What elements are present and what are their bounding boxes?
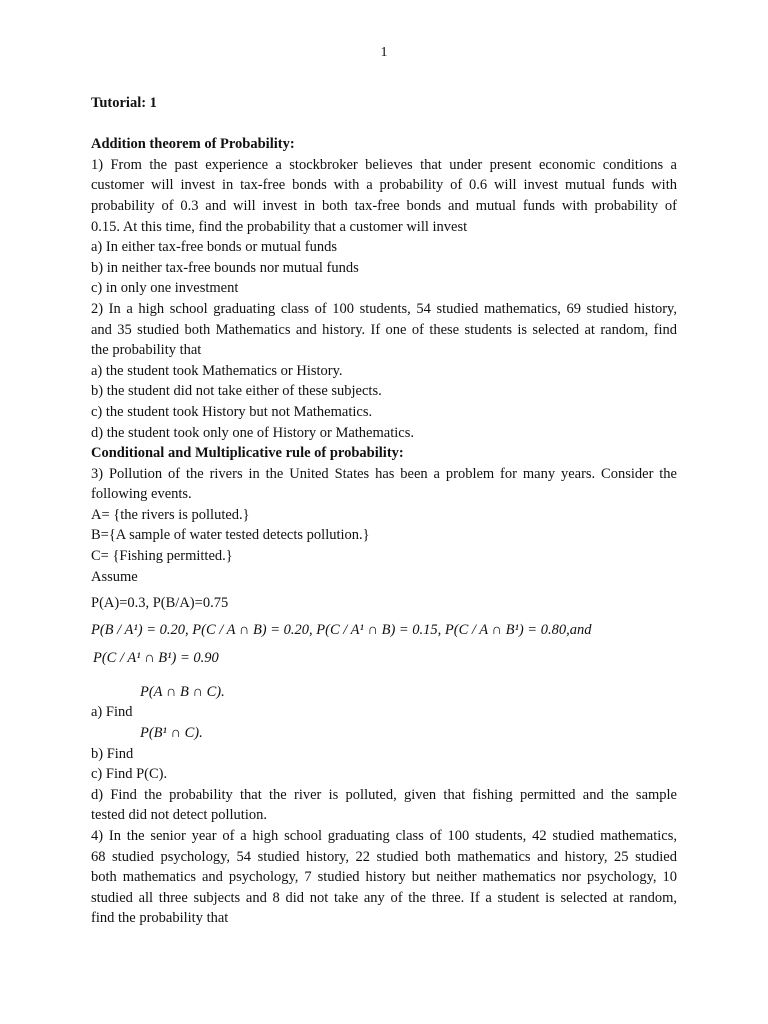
tutorial-title: Tutorial: 1 [91,95,157,111]
question-2-part-c: c) the student took History but not Mathematics. [91,403,373,420]
question-1-line-4: 0.15. At this time, find the probability that a customer will invest [91,218,468,235]
assume-label: Assume [91,568,138,585]
question-3-part-c: c) Find P(C). [91,766,168,783]
question-1-part-a: a) In either tax-free bonds or mutual funds [91,239,338,256]
question-3-part-d-line-1: d) Find the probability that the river is polluted, given that fishing permitted and the sample [91,786,677,803]
event-a-definition: A= {the rivers is polluted.} [91,506,250,523]
equation-line-1: P(B / A¹) = 0.20, P(C / A ∩ B) = 0.20, P(C / A¹ ∩ B) = 0.15, P(C / A ∩ B¹) = 0.80,and [91,621,592,638]
question-3-line-2: following events. [91,486,192,503]
question-4-line-1: 4) In the senior year of a high school graduating class of 100 students, 42 studied mathematics, [91,828,677,844]
expression-b: P(B¹ ∩ C). [140,725,203,742]
question-4-line-4: studied all three subjects and 8 did not take any of the three. If a student is selected at random, [91,889,677,906]
question-1-part-b: b) in neither tax-free bounds nor mutual funds [91,259,359,276]
question-4-line-5: find the probability that [91,910,229,927]
spacer [91,114,677,135]
question-1-line-1: 1) From the past experience a stockbroker believes that under present economic conditions a [91,156,677,173]
event-c-definition: C= {Fishing permitted.} [91,548,233,565]
given-probabilities: P(A)=0.3, P(B/A)=0.75 [91,595,229,612]
question-2-part-b: b) the student did not take either of these subjects. [91,383,382,400]
question-2-part-a: a) the student took Mathematics or History. [91,362,343,379]
question-1-part-c: c) in only one investment [91,280,239,297]
question-2-part-d: d) the student took only one of History or Mathematics. [91,424,414,441]
question-3-part-d-line-2: tested did not detect pollution. [91,807,267,824]
question-1-line-2: customer will invest in tax-free bonds with a probability of 0.6 will invest mutual funds with [91,177,677,194]
conditional-heading: Conditional and Multiplicative rule of probability: [91,445,404,462]
question-2-line-1: 2) In a high school graduating class of 100 students, 54 studied mathematics, 69 studied history, [91,300,677,317]
event-b-definition: B={A sample of water tested detects pollution.} [91,527,370,544]
equation-line-2: P(C / A¹ ∩ B¹) = 0.90 [93,649,219,666]
spacer [91,672,677,682]
addition-heading: Addition theorem of Probability: [91,136,295,153]
question-2-line-2: and 35 studied both Mathematics and history. If one of these students is selected at random, find [91,321,677,338]
document-body [91,93,677,929]
question-1-line-3: probability of 0.3 and will invest in both tax-free bonds and mutual funds with probability of [91,197,677,214]
question-2-line-3: the probability that [91,342,202,359]
question-4-line-3: both mathematics and psychology, 7 studied history but neither mathematics nor psychology, 10 [91,869,677,886]
expression-a: P(A ∩ B ∩ C). [140,683,225,700]
question-4-line-2: 68 studied psychology, 54 studied history, 22 studied both mathematics and history, 25 studied [91,848,677,865]
question-3-part-a: a) Find [91,704,133,721]
page-number: 1 [380,45,388,60]
question-3-part-b: b) Find [91,745,134,762]
question-3-line-1: 3) Pollution of the rivers in the United States has been a problem for many years. Consider the [91,465,677,482]
